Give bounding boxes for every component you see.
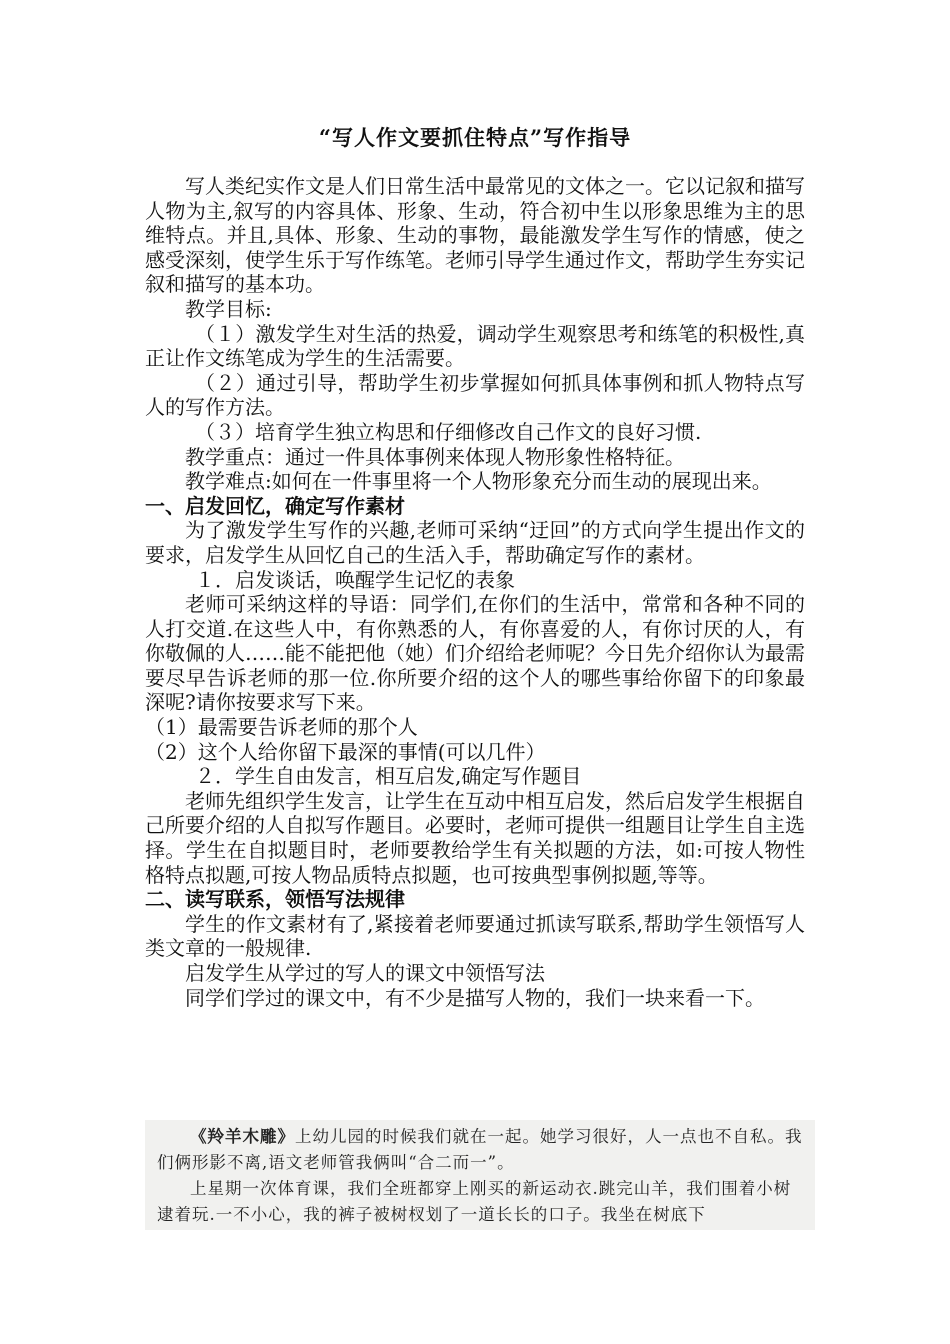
section-heading: 二、读写联系，领悟写法规律 [145, 887, 405, 912]
excerpt-title: 《羚羊木雕》 [190, 1127, 295, 1146]
paragraph: 老师先组织学生发言，让学生在互动中相互启发，然后启发学生根据自己所要介绍的人自拟写作题目。必要时，老师可提供一组题目让学生自主选择。学生在自拟题目时，老师要教给学生有关拟题的方法，如:可按人物性格特点拟题,可按人物品质特点拟题，也可按典型事例拟题,等等。 [145, 788, 805, 887]
paragraph: 写人类纪实作文是人们日常生活中最常见的文体之一。它以记叙和描写人物为主,叙写的内容具体、形象、生动，符合初中生以形象思维为主的思维特点。并且,具体、形象、生动的事物，最能激发学生写作的情感，使之感受深刻，使学生乐于写作练笔。老师引导学生通过作文，帮助学生夯实记叙和描写的基本功。 [145, 174, 805, 297]
excerpt-paragraph: 上星期一次体育课，我们全班都穿上刚买的新运动衣.跳完山羊，我们围着小树逮着玩.一不小心，我的裤子被树杈划了一道长长的口子。我坐在树底下 [157, 1179, 792, 1224]
paragraph: 教学目标: [185, 296, 272, 321]
subheading: １．启发谈话，唤醒学生记忆的表象 [195, 567, 515, 592]
paragraph: 老师可采纳这样的导语：同学们,在你们的生活中，常常和各种不同的人打交道.在这些人中，有你熟悉的人，有你喜爱的人，有你讨厌的人，有你敬佩的人……能不能把他（她）们介绍给老师呢？今日先介绍你认为最需要尽早告诉老师的那一位.你所要介绍的这个人的哪些事给你留下的印象最深呢?请你按要求写下来。 [145, 592, 805, 715]
goal-item: （３）培育学生独立构思和仔细修改自己作文的良好习惯. [195, 419, 702, 444]
goal-item: （１）激发学生对生活的热爱，调动学生观察思考和练笔的积极性,真正让作文练笔成为学生的生活需要。 [145, 321, 805, 371]
excerpt-text: 上幼儿园的时候我们就在一起。她学习很好，人一点也不自私。我们俩形影不离,语文老师管我俩叫“合二而一”。 [157, 1127, 803, 1172]
paragraph: 为了激发学生写作的兴趣,老师可采纳“迂回”的方式向学生提出作文的要求，启发学生从回忆自己的生活入手，帮助确定写作的素材。 [145, 518, 805, 567]
excerpt-paragraph [157, 1124, 805, 1176]
paragraph: 教学重点：通过一件具体事例来体现人物形象性格特征。 [185, 444, 685, 469]
document-title: “写人作文要抓住特点”写作指导 [318, 125, 632, 150]
paragraph: 教学难点:如何在一件事里将一个人物形象充分而生动的展现出来。 [185, 469, 772, 494]
goal-item: （２）通过引导，帮助学生初步掌握如何抓具体事例和抓人物特点写人的写作方法。 [145, 370, 805, 420]
document-body [145, 174, 805, 1010]
quoted-excerpt [145, 1120, 815, 1230]
list-item: （2）这个人给你留下最深的事情(可以几件） [145, 739, 546, 764]
paragraph: 启发学生从学过的写人的课文中领悟写法 [185, 961, 545, 985]
list-item: （1）最需要告诉老师的那个人 [145, 715, 418, 740]
paragraph: 同学们学过的课文中，有不少是描写人物的，我们一块来看一下。 [185, 985, 765, 1010]
paragraph: 学生的作文素材有了,紧接着老师要通过抓读写联系,帮助学生领悟写人类文章的一般规律. [145, 911, 805, 961]
section-heading: 一、启发回忆，确定写作素材 [145, 493, 405, 518]
subheading: ２．学生自由发言，相互启发,确定写作题目 [195, 764, 582, 789]
